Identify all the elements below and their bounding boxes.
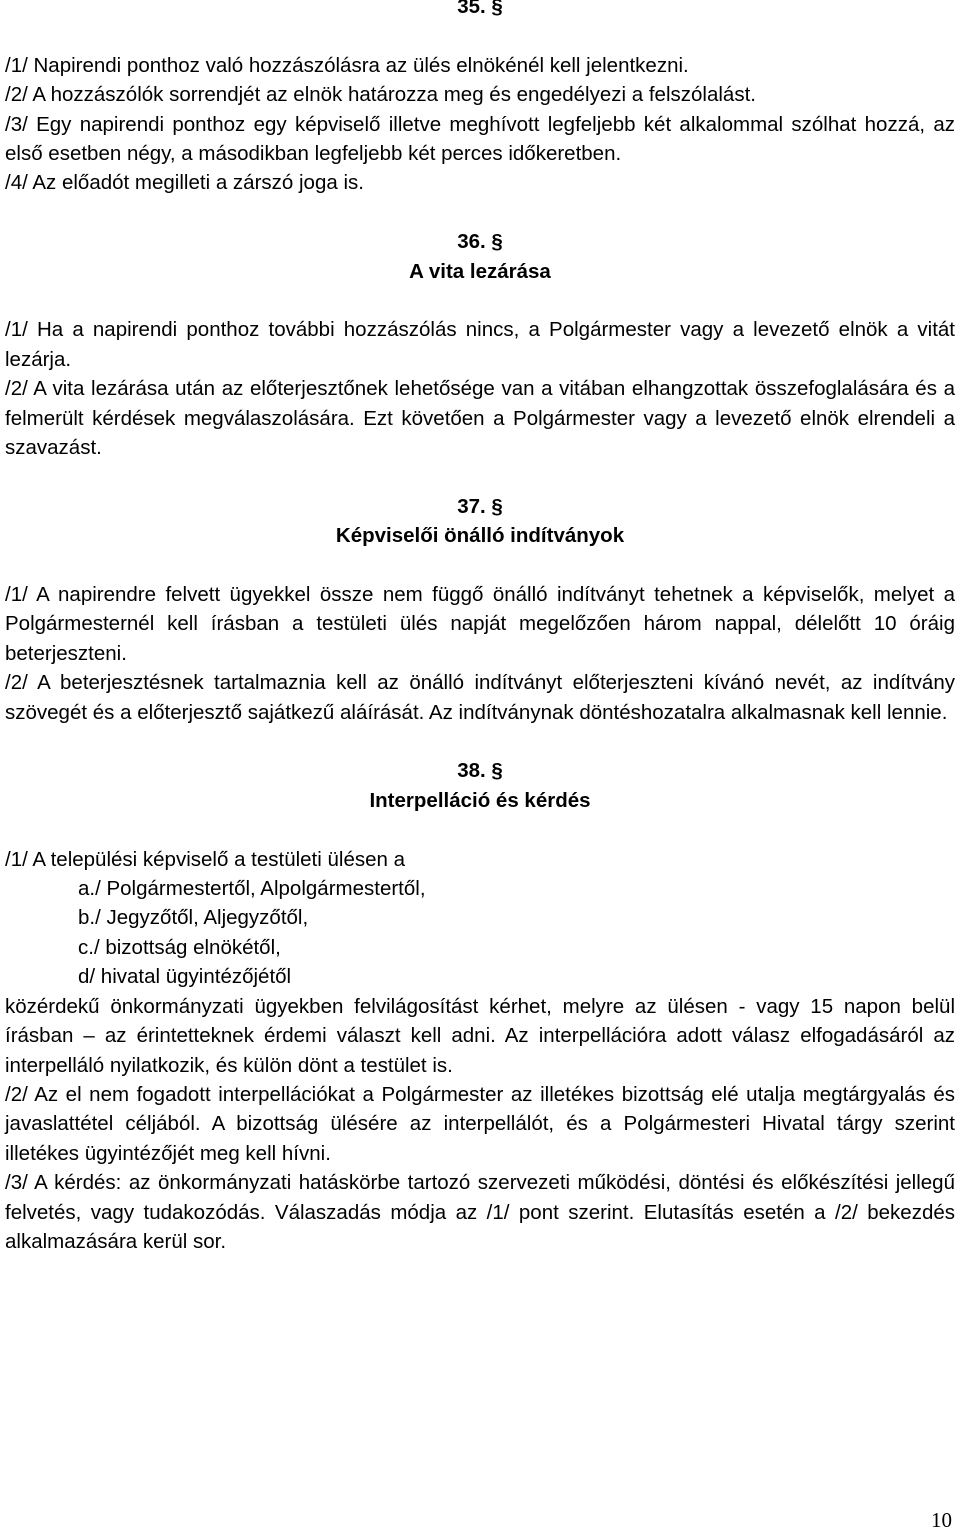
paragraph: közérdekű önkormányzati ügyekben felvilágosítást kérhet, melyre az ülésen - vagy 15 napon belül írásban – az érintetteknek érdemi választ kell adni. Az interpellációra adott válasz elfogadásáról az interpelláló nyilatkozik, és külön dönt a testület is. <box>5 994 955 1077</box>
section-number: 38. § <box>457 759 503 783</box>
section-title: A vita lezárása <box>409 259 551 283</box>
document-body <box>5 0 955 1256</box>
spacer <box>5 198 955 227</box>
spacer <box>5 815 955 844</box>
paragraph: /1/ Ha a napirendi ponthoz további hozzászólás nincs, a Polgármester vagy a levezető elnök a vitát lezárja. <box>5 318 955 371</box>
spacer <box>5 462 955 491</box>
spacer <box>5 551 955 580</box>
section-number: 37. § <box>457 494 503 518</box>
section-38 <box>5 756 955 1256</box>
section-title: Képviselői önálló indítványok <box>335 524 625 548</box>
list-item: b./ Jegyzőtől, Aljegyzőtől, <box>78 906 309 930</box>
paragraph: /2/ A beterjesztésnek tartalmaznia kell az önálló indítványt előterjeszteni kívánó nevét, az indítvány szövegét és a előterjesztő sajátkezű aláírását. Az indítványnak döntéshozatalra alkalmasnak kell lennie. <box>5 671 955 724</box>
list-item: c./ bizottság elnökétől, <box>78 935 281 959</box>
section-36 <box>5 227 955 462</box>
paragraph: /3/ Egy napirendi ponthoz egy képviselő illetve meghívott legfeljebb két alkalommal szólhat hozzá, az első esetben négy, a másodikban legfeljebb két perces időkeretben. <box>5 112 955 166</box>
section-number: 35. § <box>457 0 503 18</box>
spacer <box>5 21 955 50</box>
paragraph: /3/ A kérdés: az önkormányzati hatáskörbe tartozó szervezeti működési, döntési és előkészítési jellegű felvetés, vagy tudakozódás. Válaszadás módja az /1/ pont szerint. Elutasítás esetén a /2/ bekezdés alkalmazására kerül sor. <box>5 1171 955 1253</box>
spacer <box>5 286 955 315</box>
paragraph: /2/ A hozzászólók sorrendjét az elnök határozza meg és engedélyezi a felszólalást. <box>5 83 756 107</box>
section-title: Interpelláció és kérdés <box>369 788 591 812</box>
spacer <box>5 727 955 756</box>
section-37 <box>5 492 955 727</box>
list-item: a./ Polgármestertől, Alpolgármestertől, <box>78 877 426 901</box>
paragraph: /1/ Napirendi ponthoz való hozzászólásra az ülés elnökénél kell jelentkezni. <box>5 53 689 77</box>
list-item: d/ hivatal ügyintézőjétől <box>78 965 292 989</box>
paragraph: /1/ A napirendre felvett ügyekkel össze nem függő önálló indítványt tehetnek a képviselők, melyet a Polgármesternél kell írásban a testületi ülés napját megelőzően három nappal, délelőtt 10 óráig beterjeszteni. <box>5 583 955 665</box>
section-number: 36. § <box>457 230 503 254</box>
page-number: 10 <box>931 1508 952 1532</box>
section-35 <box>5 0 955 198</box>
paragraph: /2/ Az el nem fogadott interpellációkat a Polgármester az illetékes bizottság elé utalja megtárgyalás és javaslattétel céljából. A bizottság ülésére az interpellálót, és a Polgármesteri Hivatal tárgy szerint illetékes ügyintézőjét meg kell hívni. <box>5 1082 955 1165</box>
paragraph: /2/ A vita lezárása után az előterjesztőnek lehetősége van a vitában elhangzottak összefoglalására és a felmerült kérdések megválaszolására. Ezt követően a Polgármester vagy a levezető elnök elrendeli a szavazást. <box>5 377 955 460</box>
paragraph: /1/ A települési képviselő a testületi ülésen a <box>5 847 406 871</box>
paragraph: /4/ Az előadót megilleti a zárszó joga is. <box>5 171 364 195</box>
